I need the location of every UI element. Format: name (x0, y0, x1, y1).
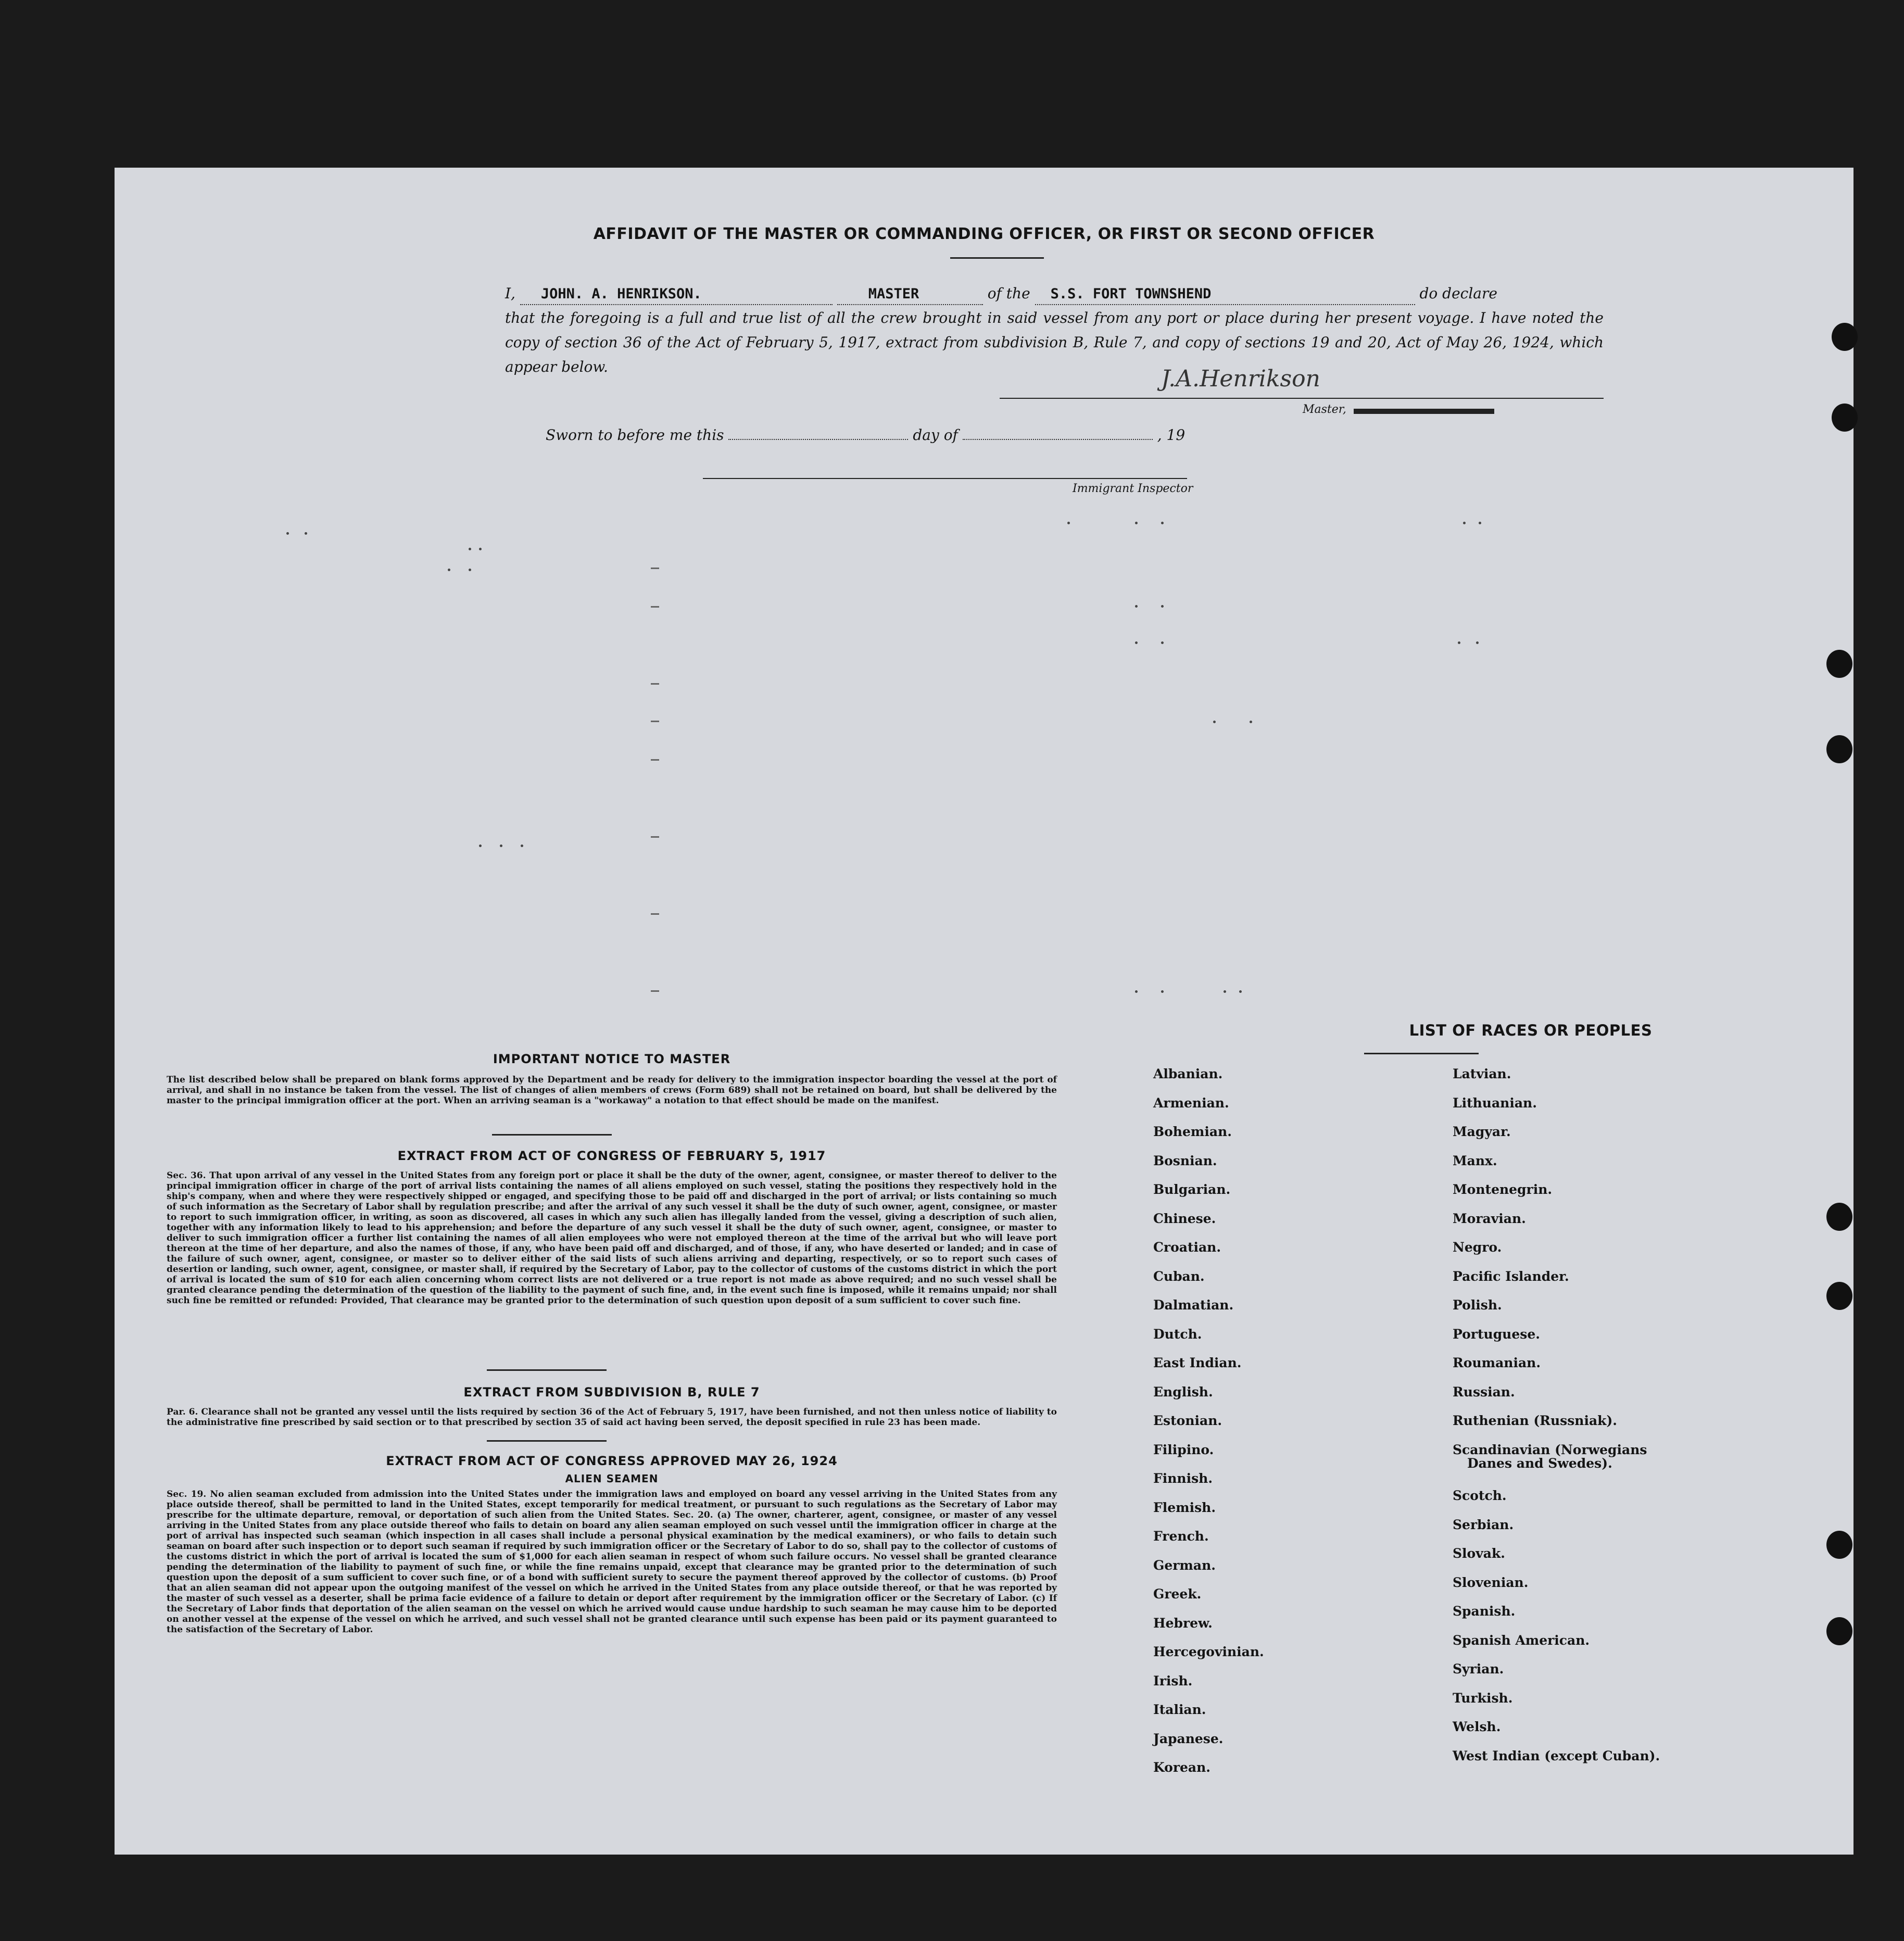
speck (1161, 522, 1164, 524)
punch-hole (1826, 1531, 1852, 1559)
race-item: Dutch. (1153, 1326, 1202, 1342)
inspector-line (703, 478, 1187, 479)
race-item: Magyar. (1453, 1124, 1511, 1139)
extract-1917-heading: EXTRACT FROM ACT OF CONGRESS OF FEBRUARY 5, 1917 (397, 1149, 826, 1163)
race-item: Spanish. (1453, 1604, 1516, 1619)
speck (479, 845, 482, 847)
race-item: Roumanian. (1453, 1355, 1541, 1370)
document-page (115, 168, 1853, 1855)
margin-tick (651, 606, 659, 608)
race-item: Scotch. (1453, 1488, 1507, 1503)
races-rule (1364, 1053, 1479, 1054)
year-label: , 19 (1157, 426, 1186, 444)
race-item: Spanish American. (1453, 1633, 1590, 1648)
margin-tick (651, 913, 659, 915)
race-item: Croatian. (1153, 1240, 1221, 1255)
race-item: Russian. (1453, 1384, 1515, 1400)
race-item: Welsh. (1453, 1719, 1501, 1734)
declaration-line-3: copy of section 36 of the Act of February 5, 1917, extract from subdivision B, Rule 7, and copy of sections 19 and 20, Act of May 26, 1924, which (505, 334, 1604, 351)
punch-hole (1826, 1282, 1852, 1310)
race-item: Greek. (1153, 1586, 1202, 1602)
do-declare-label: do declare (1419, 285, 1497, 302)
margin-tick (651, 759, 659, 761)
master-signature: J.A.Henrikson (1161, 365, 1320, 392)
sworn-day-field (728, 439, 908, 440)
speck (1161, 990, 1164, 993)
speck (1479, 522, 1481, 524)
race-item: Pacific Islander. (1453, 1269, 1569, 1284)
vessel-field: S.S. FORT TOWNSHEND (1035, 284, 1415, 305)
declaration-line-1 (505, 281, 1604, 306)
race-item: Montenegrin. (1453, 1182, 1553, 1197)
race-item: Portuguese. (1453, 1327, 1540, 1342)
race-item: Moravian. (1453, 1211, 1526, 1226)
declaration-line-4: appear below. (505, 358, 608, 375)
extract-1924-heading: EXTRACT FROM ACT OF CONGRESS APPROVED MAY 26, 1924 (386, 1454, 838, 1468)
race-item: Korean. (1153, 1760, 1211, 1775)
punch-hole (1832, 404, 1858, 432)
speck (1135, 605, 1138, 608)
speck (1224, 990, 1226, 993)
speck (1161, 641, 1164, 644)
sworn-line (546, 423, 1275, 447)
speck (1213, 721, 1216, 723)
race-item: Slovenian. (1453, 1575, 1529, 1590)
notice-heading: IMPORTANT NOTICE TO MASTER (493, 1052, 731, 1066)
race-item: Serbian. (1453, 1517, 1514, 1532)
master-label: Master, (1303, 403, 1346, 416)
margin-tick (651, 836, 659, 838)
race-item: Armenian. (1153, 1095, 1229, 1111)
alien-seamen-subheading: ALIEN SEAMEN (565, 1472, 659, 1485)
punch-hole (1832, 323, 1858, 351)
race-item: Japanese. (1153, 1731, 1224, 1746)
speck (1161, 605, 1164, 608)
margin-tick (651, 721, 659, 722)
margin-tick (651, 683, 659, 685)
races-heading: LIST OF RACES OR PEOPLES (1409, 1022, 1653, 1039)
speck (1135, 522, 1138, 524)
race-item: Hebrew. (1153, 1615, 1213, 1631)
rule7-rule (487, 1440, 607, 1442)
race-item: Estonian. (1153, 1413, 1222, 1428)
sworn-label: Sworn to before me this (546, 426, 724, 444)
extract-1917-rule (487, 1369, 607, 1371)
race-item: Hercegovinian. (1153, 1644, 1264, 1659)
extract-1917-text: Sec. 36. That upon arrival of any vessel in the United States from any foreign port or place it shall be the duty of the owner, agent, consignee, or master thereof to deliver to the principal immigration officer in charge of the port of arrival lists containing the names of all aliens employed on such vessel, stating the positions they respectively hold in the ship's company, when and where they were respectively shipped or engaged, and specifying those to be paid off and discharged in the port of arrival; or lists containing so much of such information as the Secretary of Labor shall by regulation prescribe; and after the arrival of any such vessel it shall be the duty of such owner, agent, consignee, or master to report to such immigration officer, in writing, as soon as discovered, all cases in which any such alien has illegally landed from the vessel, giving a description of such alien, together with any information likely to lead to his apprehension; and before the departure of any such vessel it shall be the duty of such owner, agent, consignee, or master to deliver to such immigration officer a further list containing the names of all alien employees who were not employed thereon at the time of the arrival but who will leave port thereon at the time of her departure, and also the names of those, if any, who have been paid off and discharged, and of those, if any, who have deserted or landed; and in case of the failure of such owner, agent, consignee, or master so to deliver either of the said lists of such aliens arriving and departing, respectively, or so to report such cases of desertion or landing, such owner, agent, consignee, or master shall, if required by the Secretary of Labor, pay to the collector of customs of the customs district in which the port of arrival is located the sum of $10 for each alien concerning whom correct lists are not delivered or a true report is not made as above required; and no such vessel shall be granted clearance pending the determination of the question of the liability to the payment of such fine, and, in the event such fine is imposed, while it remains unpaid; nor shall such fine be remitted or refunded: Provided, That clearance may be granted prior to the determination of such question upon deposit of a sum sufficient to cover such fine. (167, 1170, 1057, 1306)
speck (469, 569, 471, 571)
punch-hole (1826, 650, 1852, 678)
race-item: Cuban. (1153, 1268, 1205, 1284)
master-name-field: JOHN. A. HENRIKSON. (520, 284, 833, 305)
speck (469, 548, 471, 550)
race-item: Danes and Swedes). (1467, 1456, 1612, 1471)
race-item: Bohemian. (1153, 1124, 1232, 1139)
race-item: French. (1153, 1529, 1209, 1544)
speck (1476, 641, 1479, 644)
race-item: Bosnian. (1153, 1153, 1217, 1168)
declaration-i: I, (505, 285, 515, 302)
race-item: Filipino. (1153, 1442, 1214, 1457)
race-item: Finnish. (1153, 1471, 1213, 1486)
title-rule (950, 257, 1044, 259)
race-item: Slovak. (1453, 1546, 1505, 1561)
race-item: English. (1153, 1384, 1213, 1400)
speck (1135, 990, 1138, 993)
declaration-block (505, 281, 1604, 379)
race-item: Irish. (1153, 1673, 1193, 1688)
race-item: Bulgarian. (1153, 1182, 1231, 1197)
race-item: Chinese. (1153, 1211, 1216, 1226)
struck-out-officer (1354, 409, 1494, 414)
affidavit-title: AFFIDAVIT OF THE MASTER OR COMMANDING OFFICER, OR FIRST OR SECOND OFFICER (593, 225, 1375, 243)
speck (521, 845, 523, 847)
inspector-label: Immigrant Inspector (1073, 482, 1193, 495)
race-item: Albanian. (1153, 1066, 1223, 1081)
speck (1067, 522, 1070, 524)
margin-tick (651, 990, 659, 992)
race-item: Scandinavian (Norwegians (1453, 1442, 1647, 1457)
punch-hole (1826, 1203, 1852, 1231)
race-item: East Indian. (1153, 1355, 1242, 1370)
speck (1458, 641, 1460, 644)
race-item: Syrian. (1453, 1661, 1504, 1677)
position-field: MASTER (837, 284, 983, 305)
sworn-month-field (963, 439, 1153, 440)
speck (286, 532, 289, 535)
race-item: Negro. (1453, 1240, 1502, 1255)
rule7-heading: EXTRACT FROM SUBDIVISION B, RULE 7 (463, 1385, 760, 1400)
notice-text: The list described below shall be prepared on blank forms approved by the Department and be ready for delivery to the immigration inspector boarding the vessel at the port of arrival, and shall in no instance be taken from the vessel. The list of changes of alien members of crews (Form 689) shall not be retained on board, but shall be delivered by the master to the principal immigration officer at the port. When an arriving seaman is a "workaway" a notation to that effect should be made on the manifest. (167, 1075, 1057, 1106)
margin-tick (651, 568, 659, 569)
race-item: Turkish. (1453, 1691, 1513, 1706)
race-item: West Indian (except Cuban). (1453, 1748, 1660, 1763)
race-item: Dalmatian. (1153, 1297, 1234, 1313)
signature-line (1000, 398, 1604, 399)
punch-hole (1826, 1617, 1852, 1645)
race-item: Polish. (1453, 1297, 1502, 1313)
extract-1924-text: Sec. 19. No alien seaman excluded from admission into the United States under the immigration laws and employed on board any vessel arriving in the United States from any place outside thereof, shall be permitted to land in the United States, except temporarily for medical treatment, or pursuant to such regulations as the Secretary of Labor may prescribe for the ultimate departure, removal, or deportation of such alien from the United States. Sec. 20. (a) The owner, charterer, agent, consignee, or master of any vessel arriving in the United States from any place outside thereof who fails to detain on board any alien seaman employed on such vessel until the immigration officer in charge at the port of arrival has inspected such seaman (which inspection in all cases shall include a personal physical examination by the medical examiners), or who fails to detain such seaman on board after such inspection or to deport such seaman if required by such immigration officer or the Secretary of Labor to do so, shall pay to the collector of customs of the customs district in which the port of arrival is located the sum of $1,000 for each alien seaman in respect of whom such failure occurs. No vessel shall be granted clearance pending the determination of the liability to payment of such fine, or while the fine remains unpaid, except that clearance may be granted prior to the determination of such question upon the deposit of a sum sufficient to cover such fine, or of a bond with sufficient surety to secure the payment thereof approved by the collector of customs. (b) Proof that an alien seaman did not appear upon the outgoing manifest of the vessel on which he arrived in the United States from any place outside thereof, or that he was reported by the master of such vessel as a deserter, shall be prima facie evidence of a failure to detain or deport after requirement by the immigration officer or the Secretary of Labor. (c) If the Secretary of Labor finds that deportation of the alien seaman on the vessel on which he arrived would cause undue hardship to such seaman he may cause him to be deported on another vessel at the expense of the vessel on which he arrived, and such vessel shall not be granted clearance until such expense has been paid or its payment guaranteed to the satisfaction of the Secretary of Labor. (167, 1489, 1057, 1635)
race-item: Italian. (1153, 1702, 1206, 1717)
race-item: Manx. (1453, 1153, 1497, 1168)
declaration-line-2: that the foregoing is a full and true list of all the crew brought in said vessel from any port or place during her present voyage. I have noted the (505, 309, 1604, 326)
race-item: German. (1153, 1557, 1216, 1573)
race-item: Lithuanian. (1453, 1095, 1537, 1111)
speck (305, 532, 307, 535)
of-the-label: of the (987, 285, 1030, 302)
punch-hole (1826, 735, 1852, 763)
day-of-label: day of (913, 426, 958, 444)
rule7-text: Par. 6. Clearance shall not be granted any vessel until the lists required by section 36 of the Act of February 5, 1917, have been furnished, and not then unless notice of liability to the administrative fine prescribed by said section or to that prescribed by section 35 of said act having been served, the deposit specified in rule 23 has been made. (167, 1407, 1057, 1428)
speck (1463, 522, 1466, 524)
speck (1250, 721, 1252, 723)
speck (448, 569, 450, 571)
race-item: Latvian. (1453, 1066, 1511, 1081)
notice-rule (492, 1134, 612, 1136)
speck (1135, 641, 1138, 644)
speck (500, 845, 502, 847)
race-item: Ruthenian (Russniak). (1453, 1413, 1617, 1428)
race-item: Flemish. (1153, 1499, 1216, 1515)
speck (479, 548, 482, 550)
speck (1239, 990, 1242, 993)
